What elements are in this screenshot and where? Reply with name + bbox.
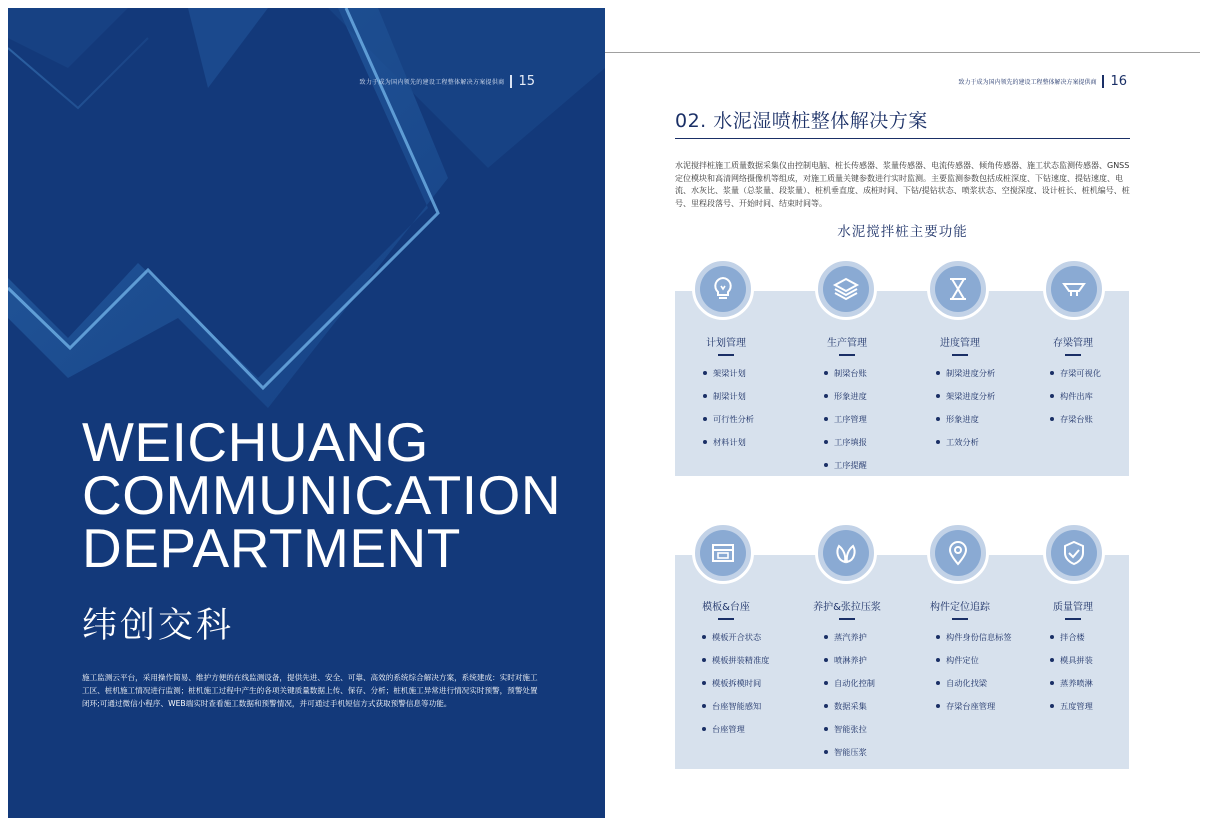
group-title: 构件定位追踪	[930, 602, 990, 613]
group-items	[1050, 632, 1093, 724]
list-item: 蒸养喷淋	[1050, 678, 1093, 701]
shield-check-icon	[1059, 538, 1089, 568]
group-dash	[718, 354, 734, 356]
header-divider	[1102, 75, 1104, 88]
list-item: 构件身份信息标签	[936, 632, 1012, 655]
list-item: 制梁进度分析	[936, 368, 995, 391]
list-item: 制梁计划	[703, 391, 754, 414]
leaf-icon	[831, 538, 861, 568]
english-headline	[82, 411, 562, 579]
headline-line-1: WEICHUANG	[82, 411, 429, 473]
top-rule	[605, 52, 1200, 53]
page-number: 16	[1110, 74, 1127, 89]
list-item: 制梁台账	[824, 368, 867, 391]
list-item: 可行性分析	[703, 414, 754, 437]
group-dash	[952, 354, 968, 356]
list-item: 智能压浆	[824, 747, 875, 770]
group-items	[703, 368, 754, 460]
list-item: 模板拆模时间	[702, 678, 769, 701]
group-dash	[1065, 618, 1081, 620]
group-icon-circle	[927, 258, 989, 320]
lightbulb-icon	[708, 274, 738, 304]
header-divider	[510, 75, 512, 88]
layers-icon	[831, 274, 861, 304]
group-icon-circle	[692, 522, 754, 584]
section-description: 水泥搅拌桩施工质量数据采集仪由控制电脑、桩长传感器、浆量传感器、电流传感器、倾角传感器、施工状态监测传感器、GNSS定位模块和高清网络摄像机等组成，对施工质量关键参数进行实时监测。主要监测参数包括成桩深度、下钻速度、提钻速度、电流、水灰比、浆量（总浆量、段浆量）、桩机垂直度、成桩时间、下钻/提钻状态、喷浆状态、空搅深度、设计桩长、桩机编号、桩号、里程段落号、开始时间、结束时间等。	[675, 161, 1130, 208]
list-item: 存梁台座管理	[936, 701, 1012, 724]
list-item: 存梁可视化	[1050, 368, 1101, 391]
group-dash	[839, 354, 855, 356]
group-items	[936, 368, 995, 460]
hourglass-icon	[943, 274, 973, 304]
group-icon-circle	[692, 258, 754, 320]
page-header-right	[958, 74, 1127, 89]
list-item: 存梁台账	[1050, 414, 1101, 437]
group-title: 养护&张拉压浆	[813, 602, 881, 613]
section-rule	[675, 138, 1130, 139]
group-title: 模板&台座	[702, 602, 750, 613]
list-item: 智能张拉	[824, 724, 875, 747]
page-number: 15	[518, 74, 535, 89]
group-dash	[839, 618, 855, 620]
group-items	[824, 368, 867, 483]
list-item: 工序填报	[824, 437, 867, 460]
list-item: 工序提醒	[824, 460, 867, 483]
group-items	[936, 632, 1012, 724]
list-item: 形象进度	[936, 414, 995, 437]
group-dash	[952, 618, 968, 620]
list-item: 工序管理	[824, 414, 867, 437]
group-title: 计划管理	[706, 338, 746, 349]
group-icon-circle	[1043, 258, 1105, 320]
section-title: 02. 水泥湿喷桩整体解决方案	[675, 110, 928, 132]
list-item: 材料计划	[703, 437, 754, 460]
group-title: 存梁管理	[1053, 338, 1093, 349]
list-item: 模板拼装精准度	[702, 655, 769, 678]
location-pin-icon	[943, 538, 973, 568]
headline-line-2: COMMUNICATION	[82, 464, 562, 526]
list-item: 台座智能感知	[702, 701, 769, 724]
intro-paragraph: 施工监测云平台，采用操作简易、维护方便的在线监测设备，提供先进、安全、可靠、高效的系统综合解决方案，系统建成：实时对施工工区、桩机施工情况进行监测；桩机施工过程中产生的各项关键质量数据上传、保存、分析；桩机施工异常进行情况实时预警，预警处置闭环;可通过微信小程序、WEB端实时查看施工数据和预警情况，并可通过手机短信方式获取预警信息等功能。	[82, 673, 538, 708]
list-item: 模具拼装	[1050, 655, 1093, 678]
list-item: 架梁计划	[703, 368, 754, 391]
list-item: 形象进度	[824, 391, 867, 414]
group-icon-circle	[815, 258, 877, 320]
list-item: 台座管理	[702, 724, 769, 747]
group-dash	[1065, 354, 1081, 356]
group-items	[1050, 368, 1101, 437]
group-items	[702, 632, 769, 747]
list-item: 构件定位	[936, 655, 1012, 678]
headline-line-3: DEPARTMENT	[82, 517, 461, 579]
functions-title: 水泥搅拌桩主要功能	[837, 224, 968, 240]
list-item: 蒸汽养护	[824, 632, 875, 655]
list-item: 自动化找梁	[936, 678, 1012, 701]
list-item: 架梁进度分析	[936, 391, 995, 414]
background-decoration	[8, 8, 605, 428]
group-icon-circle	[927, 522, 989, 584]
list-item: 拌合楼	[1050, 632, 1093, 655]
list-item: 模板开合状态	[702, 632, 769, 655]
list-item: 工效分析	[936, 437, 995, 460]
group-title: 进度管理	[940, 338, 980, 349]
formwork-icon	[708, 538, 738, 568]
group-icon-circle	[815, 522, 877, 584]
list-item: 喷淋养护	[824, 655, 875, 678]
group-icon-circle	[1043, 522, 1105, 584]
group-items	[824, 632, 875, 770]
left-page	[8, 8, 605, 818]
right-page	[605, 8, 1209, 818]
group-dash	[718, 618, 734, 620]
header-tagline: 致力于成为国内领先的建设工程整体解决方案提供商	[359, 79, 505, 86]
beam-icon	[1059, 274, 1089, 304]
group-title: 生产管理	[827, 338, 867, 349]
chinese-title: 纬创交科	[82, 606, 235, 646]
list-item: 构件出库	[1050, 391, 1101, 414]
list-item: 自动化控制	[824, 678, 875, 701]
group-title: 质量管理	[1053, 602, 1093, 613]
header-tagline: 致力于成为国内领先的建设工程整体解决方案提供商	[958, 79, 1097, 86]
list-item: 数据采集	[824, 701, 875, 724]
list-item: 五度管理	[1050, 701, 1093, 724]
page-header-left	[360, 74, 535, 89]
